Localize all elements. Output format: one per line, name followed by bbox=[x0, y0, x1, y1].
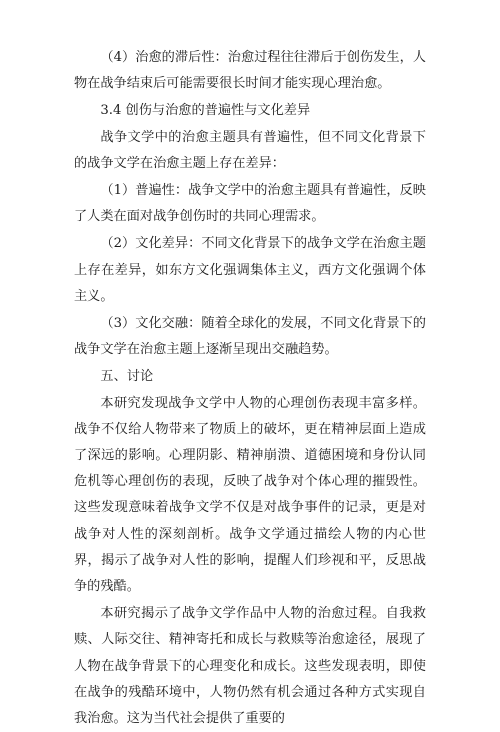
paragraph-cultural-difference: （2）文化差异：不同文化背景下的战争文学在治愈主题上存在差异，如东方文化强调集体主义，西方文化强调个体主义。 bbox=[74, 236, 426, 304]
section-heading-3-4: 3.4 创伤与治愈的普遍性与文化差异 bbox=[100, 103, 311, 119]
section-heading-discussion: 五、讨论 bbox=[100, 369, 154, 385]
paragraph-universality: （1）普遍性：战争文学中的治愈主题具有普遍性，反映了人类在面对战争创伤时的共同心理需求。 bbox=[74, 183, 426, 225]
paragraph-delayed-healing: （4）治愈的滞后性：治愈过程往往滞后于创伤发生，人物在战争结束后可能需要很长时间才能实现心理治愈。 bbox=[74, 50, 426, 92]
paragraph-discussion-healing: 本研究揭示了战争文学作品中人物的治愈过程。自我救赎、人际交往、精神寄托和成长与救赎等治愈途径，展现了人物在战争背景下的心理变化和成长。这些发现表明，即使在战争的残酷环境中，人物仍然有机会通过各种方式实现自我治愈。这为当代社会提供了重要的 bbox=[74, 606, 426, 727]
paragraph-universality-intro: 战争文学中的治愈主题具有普遍性，但不同文化背景下的战争文学在治愈主题上存在差异： bbox=[74, 129, 426, 171]
paragraph-cultural-fusion: （3）文化交融：随着全球化的发展，不同文化背景下的战争文学在治愈主题上逐渐呈现出交融趋势。 bbox=[74, 316, 426, 358]
paragraph-discussion-trauma: 本研究发现战争文学中人物的心理创伤表现丰富多样。战争不仅给人物带来了物质上的破坏，更在精神层面上造成了深远的影响。心理阴影、精神崩溃、道德困境和身份认同危机等心理创伤的表现，反映了战争对个体心理的摧毁性。这些发现意味着战争文学不仅是对战争事件的记录，更是对战争对人性的深刻剖析。战争文学通过描绘人物的内心世界，揭示了战争对人性的影响，提醒人们珍视和平，反思战争的残酷。 bbox=[74, 395, 426, 595]
